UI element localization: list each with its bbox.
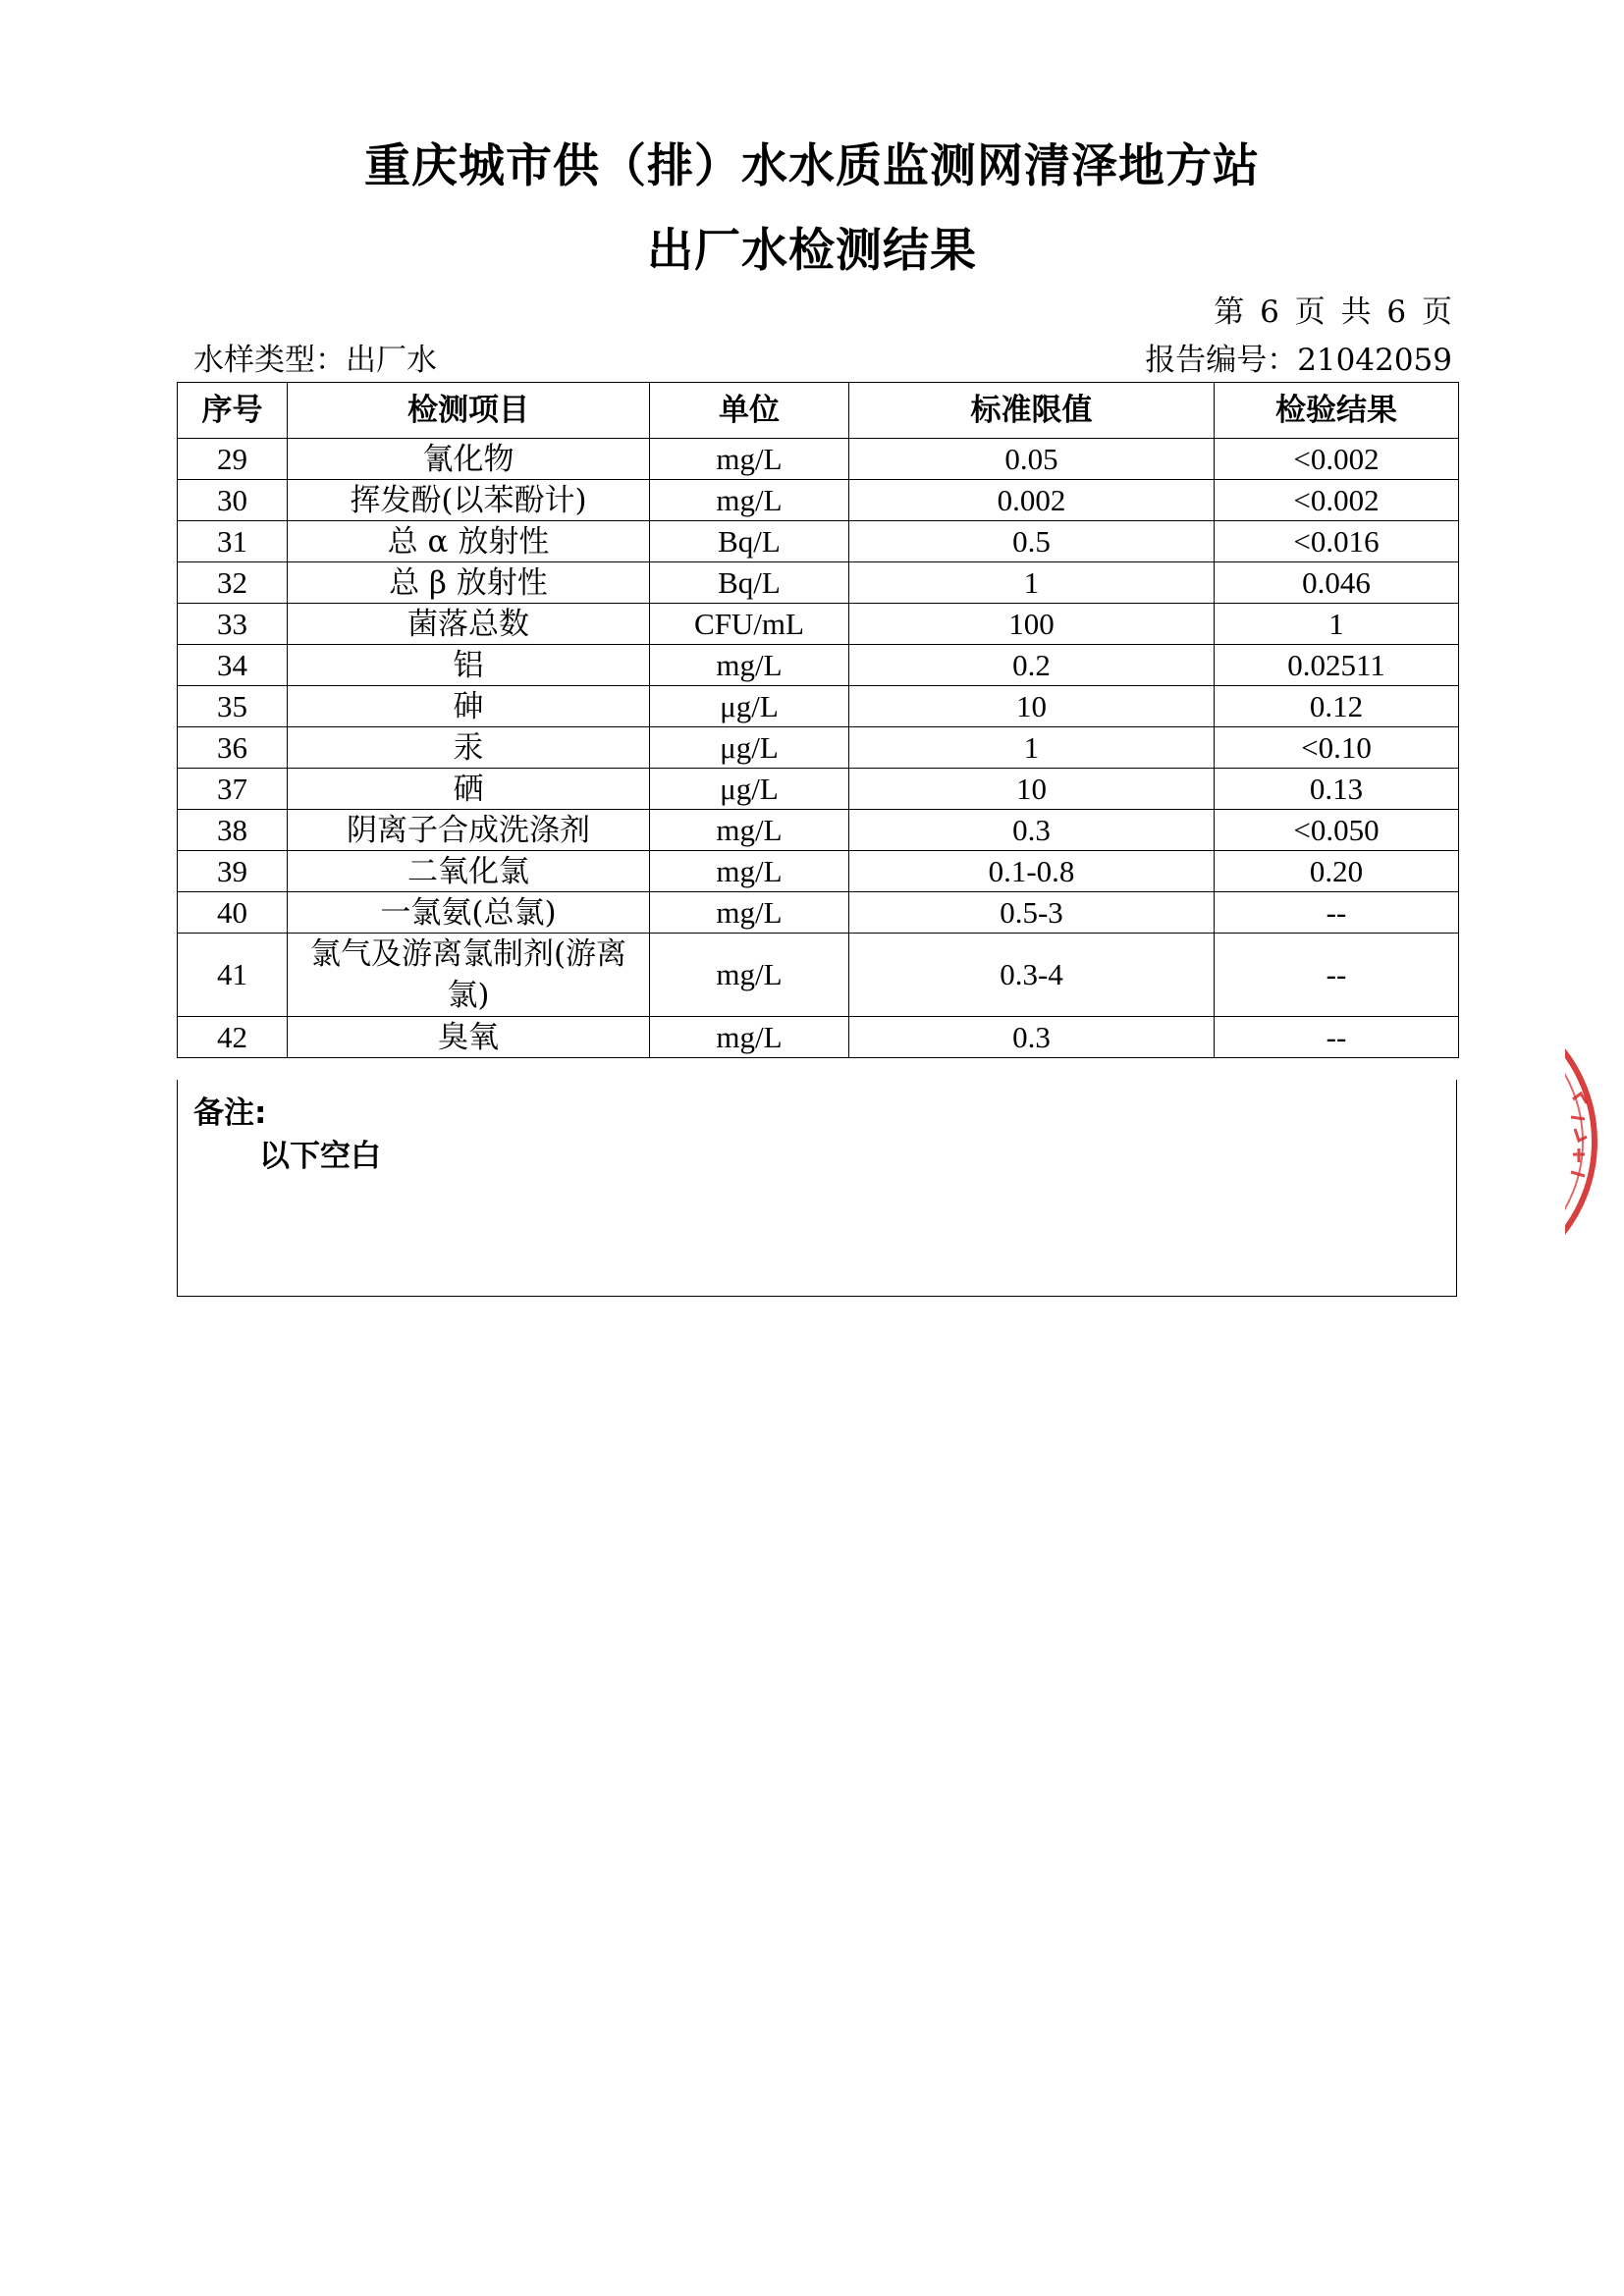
cell-no: 30 (178, 480, 288, 521)
cell-limit: 0.05 (849, 439, 1215, 480)
remarks-label: 备注: (193, 1095, 267, 1131)
cell-limit: 0.1-0.8 (849, 851, 1215, 892)
cell-result: <0.10 (1215, 727, 1459, 769)
table-row (178, 851, 1459, 892)
cell-result: <0.002 (1215, 480, 1459, 521)
cell-unit: μg/L (650, 686, 849, 727)
table-row (178, 439, 1459, 480)
table-row (178, 1017, 1459, 1058)
report-title: 重庆城市供（排）水水质监测网清泽地方站 (364, 139, 1260, 193)
cell-result: -- (1215, 1017, 1459, 1058)
cell-result: <0.016 (1215, 521, 1459, 562)
cell-item: 一氯氨(总氯) (288, 892, 650, 934)
cell-item: 菌落总数 (288, 604, 650, 645)
cell-result: 0.13 (1215, 769, 1459, 810)
cell-item: 挥发酚(以苯酚计) (288, 480, 650, 521)
cell-limit: 100 (849, 604, 1215, 645)
col-header-unit: 单位 (650, 383, 849, 439)
cell-item-text: 氯气及游离氯制剂(游离氯) (309, 936, 627, 1013)
cell-result: 0.20 (1215, 851, 1459, 892)
cell-result: 0.046 (1215, 562, 1459, 604)
cell-limit: 0.3 (849, 810, 1215, 851)
cell-item: 总 α 放射性 (288, 521, 650, 562)
official-seal-stamp (1565, 1039, 1624, 1245)
cell-no: 37 (178, 769, 288, 810)
cell-limit: 0.002 (849, 480, 1215, 521)
cell-item: 阴离子合成洗涤剂 (288, 810, 650, 851)
cell-item: 总 β 放射性 (288, 562, 650, 604)
cell-no: 36 (178, 727, 288, 769)
cell-unit: μg/L (650, 727, 849, 769)
cell-no: 42 (178, 1017, 288, 1058)
report-number: 报告编号：21042059 (1145, 343, 1452, 378)
table-row (178, 769, 1459, 810)
col-header-result: 检验结果 (1215, 383, 1459, 439)
page-indicator: 第 6 页 共 6 页 (1214, 294, 1452, 330)
cell-limit: 10 (849, 769, 1215, 810)
cell-unit: Bq/L (650, 562, 849, 604)
cell-result: <0.002 (1215, 439, 1459, 480)
cell-item: 臭氧 (288, 1017, 650, 1058)
table-row (178, 810, 1459, 851)
cell-unit: mg/L (650, 480, 849, 521)
table-row (178, 480, 1459, 521)
cell-unit: Bq/L (650, 521, 849, 562)
seal-icon (1565, 1039, 1624, 1245)
cell-limit: 0.5 (849, 521, 1215, 562)
table-row (178, 604, 1459, 645)
sample-type: 水样类型：出厂水 (193, 343, 437, 378)
table-row (178, 934, 1459, 1017)
cell-no: 38 (178, 810, 288, 851)
cell-no: 32 (178, 562, 288, 604)
report-subtitle: 出厂水检测结果 (647, 224, 977, 278)
cell-limit: 1 (849, 562, 1215, 604)
col-header-no: 序号 (178, 383, 288, 439)
table-row (178, 686, 1459, 727)
col-header-limit: 标准限值 (849, 383, 1215, 439)
cell-no: 31 (178, 521, 288, 562)
cell-no: 33 (178, 604, 288, 645)
remarks-box (177, 1080, 1457, 1297)
cell-unit: mg/L (650, 810, 849, 851)
cell-unit: mg/L (650, 934, 849, 1017)
cell-limit: 0.3-4 (849, 934, 1215, 1017)
table-header-row (178, 383, 1459, 439)
cell-item: 砷 (288, 686, 650, 727)
cell-unit: mg/L (650, 439, 849, 480)
cell-unit: CFU/mL (650, 604, 849, 645)
cell-item: 氰化物 (288, 439, 650, 480)
cell-unit: mg/L (650, 1017, 849, 1058)
table-row (178, 645, 1459, 686)
cell-limit: 0.5-3 (849, 892, 1215, 934)
cell-unit: mg/L (650, 892, 849, 934)
cell-no: 39 (178, 851, 288, 892)
col-header-item: 检测项目 (288, 383, 650, 439)
cell-no: 35 (178, 686, 288, 727)
results-table (177, 382, 1459, 1058)
cell-result: 0.12 (1215, 686, 1459, 727)
remarks-text: 以下空白 (259, 1139, 381, 1174)
cell-limit: 1 (849, 727, 1215, 769)
cell-result: 0.02511 (1215, 645, 1459, 686)
cell-no: 40 (178, 892, 288, 934)
cell-limit: 0.2 (849, 645, 1215, 686)
table-row (178, 727, 1459, 769)
cell-no: 34 (178, 645, 288, 686)
cell-item: 铝 (288, 645, 650, 686)
cell-limit: 10 (849, 686, 1215, 727)
cell-item: 硒 (288, 769, 650, 810)
cell-unit: mg/L (650, 851, 849, 892)
cell-no: 29 (178, 439, 288, 480)
cell-no: 41 (178, 934, 288, 1017)
cell-result: -- (1215, 934, 1459, 1017)
table-row (178, 521, 1459, 562)
cell-result: 1 (1215, 604, 1459, 645)
cell-unit: μg/L (650, 769, 849, 810)
cell-limit: 0.3 (849, 1017, 1215, 1058)
table-row (178, 562, 1459, 604)
cell-result: <0.050 (1215, 810, 1459, 851)
cell-item (288, 934, 650, 1017)
table-row (178, 892, 1459, 934)
cell-unit: mg/L (650, 645, 849, 686)
cell-item: 二氧化氯 (288, 851, 650, 892)
cell-result: -- (1215, 892, 1459, 934)
cell-item: 汞 (288, 727, 650, 769)
